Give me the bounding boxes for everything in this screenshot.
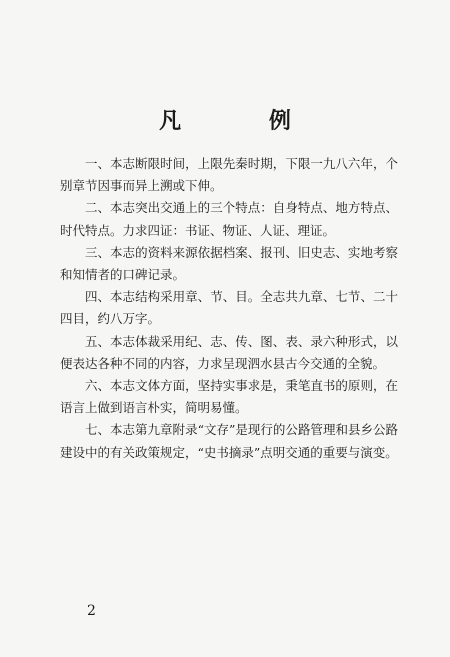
page-title: 凡 例 — [159, 108, 331, 134]
body-text — [60, 153, 398, 464]
paragraph-1: 一、本志断限时间，上限先秦时期，下限一九八六年，个别章节因事而异上溯或下伸。 — [60, 156, 398, 194]
paragraph-5: 五、本志体裁采用纪、志、传、图、表、录六种形式，以便表达各种不同的内容，力求呈现泗水县古今交通的全貌。 — [60, 333, 398, 371]
paragraph-7: 七、本志第九章附录“文存”是现行的公路管理和县乡公路建设中的有关政策规定，“史书摘录”点明交通的重要与演变。 — [60, 422, 398, 460]
paragraph-4: 四、本志结构采用章、节、目。全志共九章、七节、二十四目，约八万字。 — [60, 289, 398, 327]
paragraph-6: 六、本志文体方面，坚持实事求是，秉笔直书的原则，在语言上做到语言朴实，简明易懂。 — [60, 378, 398, 416]
paragraph-2: 二、本志突出交通上的三个特点：自身特点、地方特点、时代特点。力求四证：书证、物证、人证、理证。 — [60, 200, 398, 238]
page-number: 2 — [87, 603, 96, 619]
paragraph-3: 三、本志的资料来源依据档案、报刊、旧史志、实地考察和知情者的口碑记录。 — [60, 244, 398, 283]
